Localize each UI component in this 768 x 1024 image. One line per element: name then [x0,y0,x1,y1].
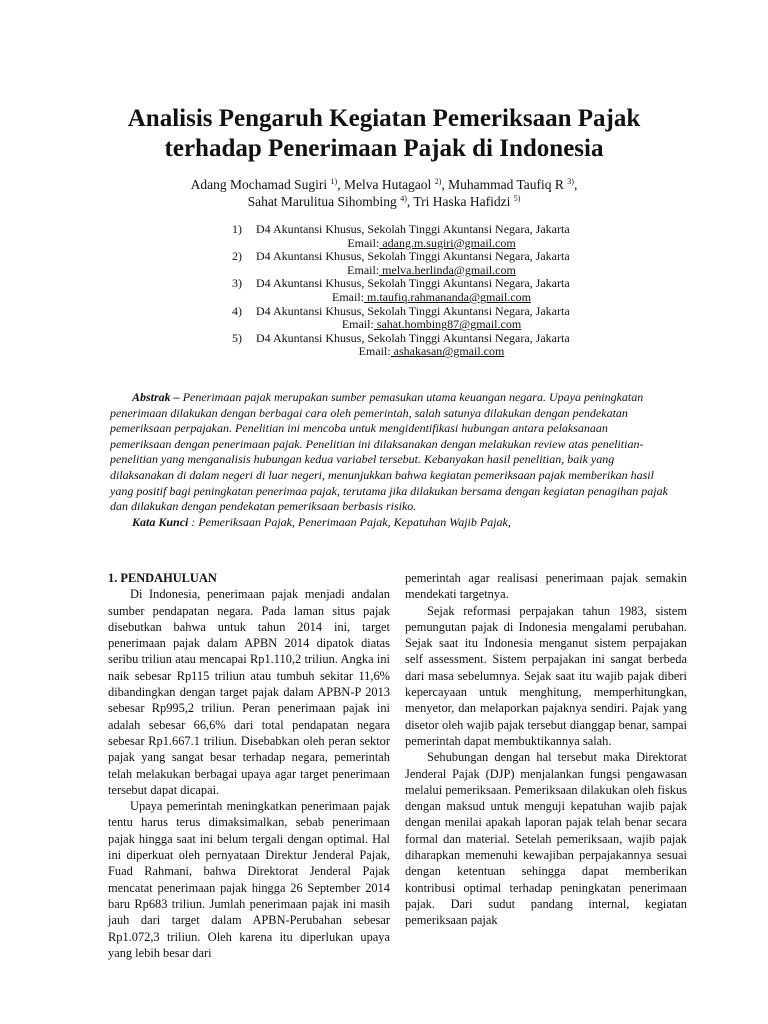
author-name: Muhammad Taufiq R [448,177,564,192]
affiliation-text: D4 Akuntansi Khusus, Sekolah Tinggi Akuntansi Negara, Jakarta [256,330,570,345]
body-paragraph: Upaya pemerintah meningkatkan penerimaan pajak tentu harus terus dimaksimalkan, sebab penerimaan pajak hingga saat ini belum tergali dengan optimal. Hal ini diperkuat oleh pernyataan Direktur Jenderal Pajak, Fuad Rahmani, bahwa Direktorat Jenderal Pajak mencatat penerimaan pajak hingga 26 September 2014 baru Rp683 triliun. Jumlah penerimaan pajak ini masih jauh dari target dalam APBN-Perubahan sebesar Rp1.072,3 triliun. Oleh karena itu diperlukan upaya yang lebih besar dari [108,799,390,960]
affiliation-number: 4) [232,303,242,318]
author-name: Adang Mochamad Sugiri [190,177,328,192]
author-name: Sahat Marulitua Sihombing [247,194,397,209]
email-label: Email: [347,235,380,250]
affiliation-item [232,250,607,277]
author-separator: , [406,194,414,209]
email-link[interactable]: m.taufiq.rahmananda@gmail.com [364,289,531,304]
author-mark: 1) [330,177,338,186]
author-mark: 3) [567,177,574,186]
body-paragraph-continued: pemerintah agar realisasi penerimaan pajak semakin mendekati targetnya. [405,571,687,602]
affiliation-item [232,223,607,250]
affiliation-number: 3) [232,276,242,291]
affiliation-text: D4 Akuntansi Khusus, Sekolah Tinggi Akuntansi Negara, Jakarta [256,276,570,291]
email-link[interactable]: adang.m.sugiri@gmail.com [379,235,516,250]
affiliation-list [232,223,607,359]
email-link[interactable]: sahat.hombing87@gmail.com [373,317,522,332]
email-label: Email: [358,344,391,359]
paper-title [0,104,768,164]
keywords-paragraph [110,515,668,531]
author-mark: 2) [434,177,442,186]
body-paragraph: Sejak reformasi perpajakan tahun 1983, sistem pemungutan pajak di Indonesia mengalami perubahan. Sejak saat itu Indonesia menganut sistem perpajakan self assessment. Sistem perpajakan ini sangat berbeda dari masa sebelumnya. Sejak saat itu wajib pajak diberi kepercayaan untuk menghitung, memperhitungkan, menyetor, dan melaporkan pajaknya sendiri. Pajak yang disetor oleh wajib pajak tersebut dianggap benar, sampai pemerintah dapat membuktikannya salah. [405,603,687,748]
right-column [405,570,687,929]
abstract-block [110,390,668,530]
abstract-label: Abstrak – [132,390,180,404]
affiliation-item [232,305,607,332]
paper-title-line: terhadap Penerimaan Pajak di Indonesia [164,135,604,162]
email-link[interactable]: ashakasan@gmail.com [390,344,505,359]
paper-title-line: Analisis Pengaruh Kegiatan Pemeriksaan Pajak [127,105,641,132]
body-paragraph: Sehubungan dengan hal tersebut maka Direktorat Jenderal Pajak (DJP) menjalankan fungsi pengawasan melalui pemeriksaan. Pemeriksaan dilakukan oleh fiskus dengan maksud untuk menguji kepatuhan wajib pajak dengan menilai apakah laporan pajak telah benar secara formal dan material. Setelah pemeriksaan, wajib pajak diharapkan memenuhi kewajiban perpajakannya sesuai dengan ketentuan sehingga dapat memberikan kontribusi optimal terhadap peningkatan penerimaan pajak. Dari sudut pandang internal, kegiatan pemeriksaan pajak [405,750,687,928]
email-label: Email: [332,289,364,304]
abstract-text: Penerimaan pajak merupakan sumber pemasukan utama keuangan negara. Upaya peningkatan penerimaan dilakukan dengan berbagai cara oleh pemerintah, salah satunya dilakukan dengan pendekatan pemeriksaan perpajakan. Penelitian ini mencoba untuk mengidentifikasi hubungan antara pelaksanaan pemeriksaan dengan penerimaan pajak. Penelitian ini dilaksanakan dengan melakukan review atas penelitian-penelitian yang menganalisis hubungan kedua variabel tersebut. Kebanyakan hasil penelitian, baik yang dilaksanakan di dalam negeri di luar negeri, menunjukkan bahwa kegiatan pemeriksaan pajak memberikan hasil yang positif bagi peningkatan penerimaa pajak, terutama jika dilakukan bersama dengan kegiatan penagihan pajak dan dilakukan dengan pendekatan pemeriksaan berbasis risiko. [110,390,668,514]
left-column [108,570,390,961]
affiliation-text: D4 Akuntansi Khusus, Sekolah Tinggi Akuntansi Negara, Jakarta [256,249,570,264]
author-line [0,193,768,210]
author-mark: 5) [513,194,521,203]
affiliation-text: D4 Akuntansi Khusus, Sekolah Tinggi Akuntansi Negara, Jakarta [256,303,570,318]
affiliation-item [232,277,607,304]
author-line [0,176,768,193]
author-list [0,176,768,210]
abstract-paragraph [110,390,668,515]
author-separator: , [573,177,578,192]
keywords-text: : Pemeriksaan Pajak, Penerimaan Pajak, Kepatuhan Wajib Pajak, [188,514,511,529]
author-separator: , [441,177,449,192]
body-paragraph: Di Indonesia, penerimaan pajak menjadi andalan sumber pendapatan negara. Pada laman situs pajak disebutkan bahwa untuk tahun 2014 ini, target penerimaan pajak dalam APBN 2014 dipatok diatas seribu triliun atau mencapai Rp1.110,2 triliun. Angka ini naik sebesar Rp115 triliun atau tumbuh sekitar 11,6% dibandingkan dengan target pajak dalam APBN-P 2013 sebesar Rp995,2 triliun. Peran penerimaan pajak ini adalah sebesar 66,6% dari total pendapatan negara sebesar Rp1.667.1 triliun. Disebabkan oleh peran sektor pajak yang sangat besar terhadap negara, pemerintah telah melakukan berbagai upaya agar target penerimaan tersebut dapat dicapai. [108,587,390,797]
affiliation-number: 5) [232,330,242,345]
affiliation-text: D4 Akuntansi Khusus, Sekolah Tinggi Akuntansi Negara, Jakarta [256,222,570,236]
affiliation-number: 2) [232,249,242,264]
author-mark: 4) [400,194,407,203]
author-separator: , [337,177,344,192]
email-label: Email: [341,317,374,332]
email-link[interactable]: melva.herlinda@gmail.com [379,262,516,277]
affiliation-number: 1) [232,222,242,236]
author-name: Tri Haska Hafidzi [413,194,511,209]
affiliation-item [232,332,607,359]
keywords-label: Kata Kunci [132,514,189,529]
section-heading: 1. PENDAHULUAN [108,571,217,585]
email-label: Email: [347,262,380,277]
author-name: Melva Hutagaol [343,177,432,192]
